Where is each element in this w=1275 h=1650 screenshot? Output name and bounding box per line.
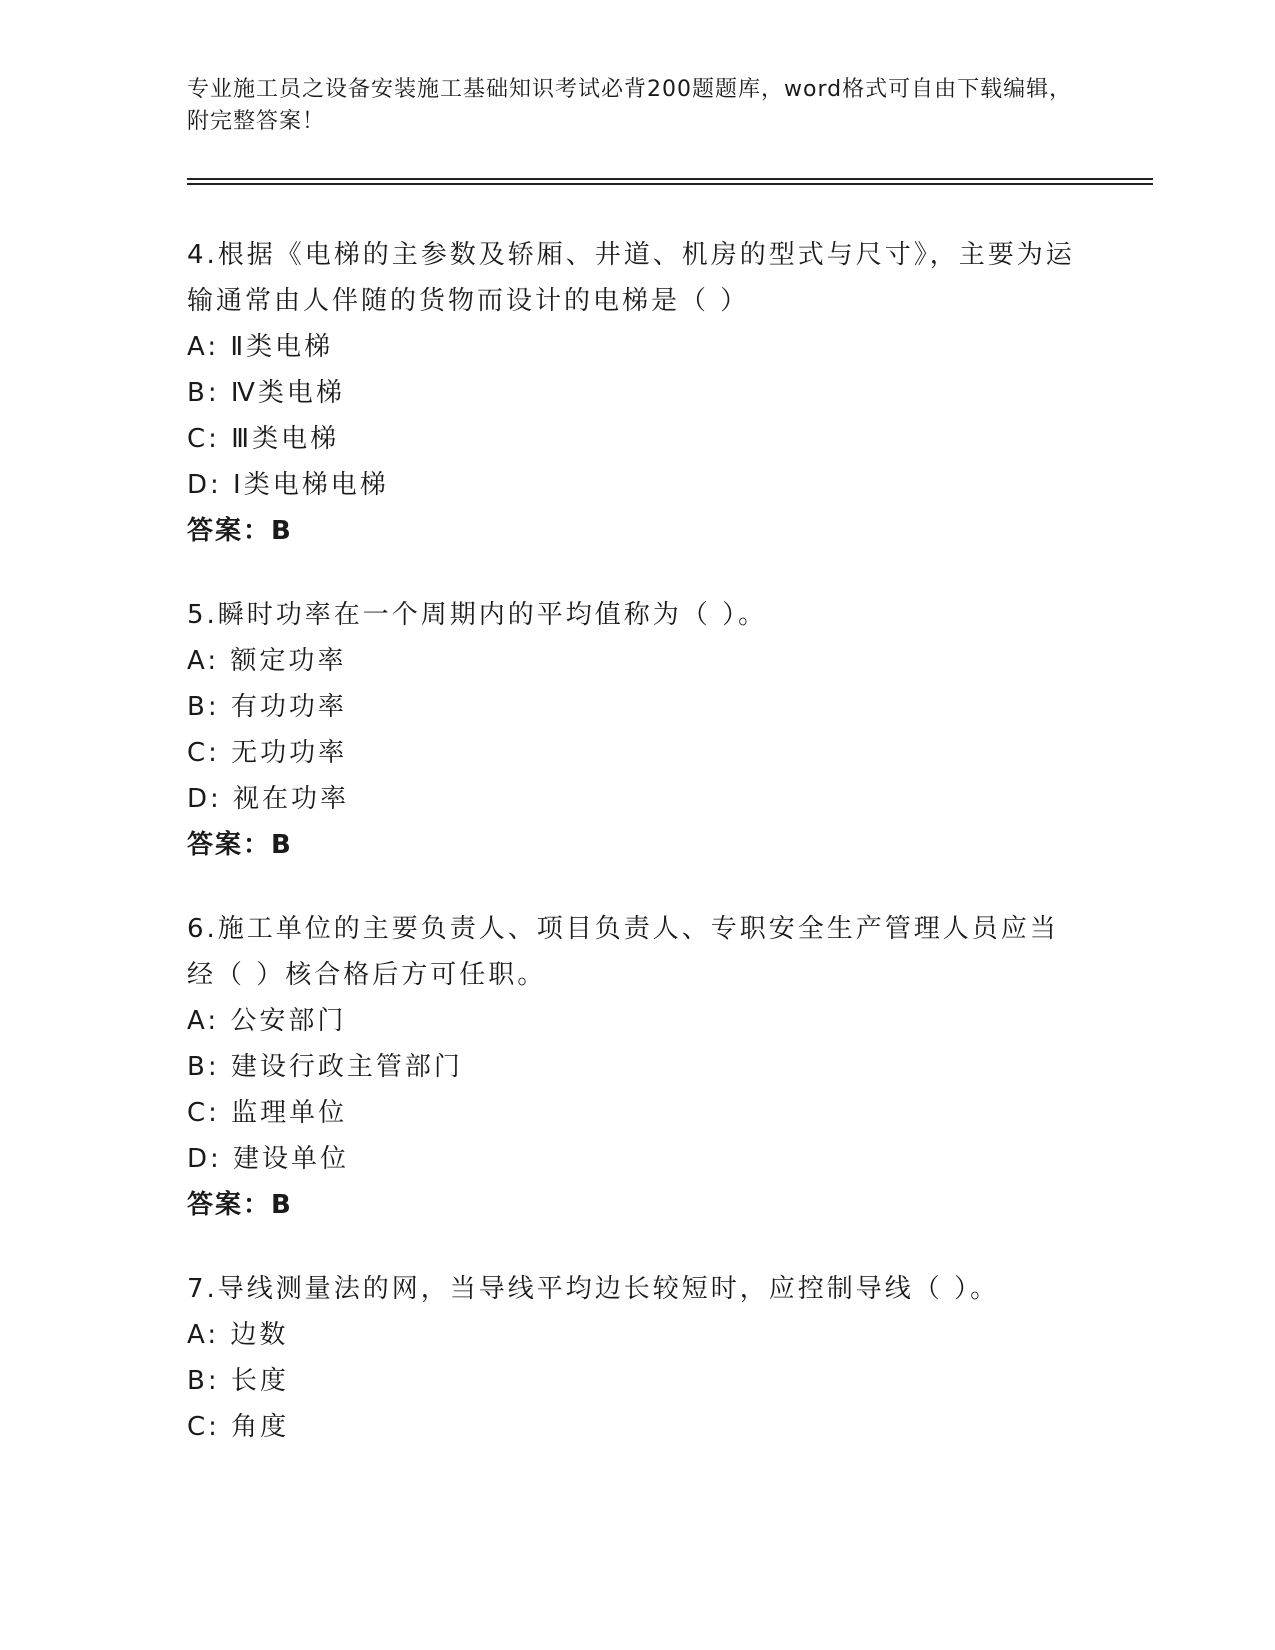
option-b: B: 建设行政主管部门 [187, 1052, 463, 1082]
option-b: B: 长度 [187, 1366, 289, 1396]
header-title: 专业施工员之设备安装施工基础知识考试必背200题题库，word格式可自由下载编辑，附完整答案！ [187, 77, 1073, 134]
question-7 [187, 1266, 1087, 1450]
header-divider-bottom [187, 183, 1153, 185]
header-divider-top [187, 178, 1153, 180]
option-a: A: 边数 [187, 1320, 289, 1350]
question-6 [187, 906, 1087, 1228]
option-d: D: Ⅰ类电梯电梯 [187, 470, 389, 500]
option-a: A: 公安部门 [187, 1006, 347, 1036]
question-list [187, 232, 1087, 1488]
question-text: 7.导线测量法的网，当导线平均边长较短时，应控制导线（ ）。 [187, 1274, 1000, 1304]
question-4 [187, 232, 1087, 554]
answer-label: 答案：B [187, 830, 293, 860]
answer-label: 答案：B [187, 1190, 293, 1220]
question-text: 4.根据《电梯的主参数及轿厢、井道、机房的型式与尺寸》，主要为运输通常由人伴随的货物而设计的电梯是（ ） [187, 240, 1075, 316]
option-c: C: 无功功率 [187, 738, 348, 768]
answer-label: 答案：B [187, 516, 293, 546]
option-c: C: 监理单位 [187, 1098, 348, 1128]
option-d: D: 建设单位 [187, 1144, 350, 1174]
option-b: B: Ⅳ类电梯 [187, 378, 345, 408]
option-a: A: 额定功率 [187, 646, 347, 676]
question-text: 6.施工单位的主要负责人、项目负责人、专职安全生产管理人员应当经（ ）核合格后方可任职。 [187, 914, 1059, 990]
option-b: B: 有功功率 [187, 692, 347, 722]
option-c: C: 角度 [187, 1412, 290, 1442]
question-text: 5.瞬时功率在一个周期内的平均值称为（ ）。 [187, 600, 768, 630]
option-d: D: 视在功率 [187, 784, 350, 814]
document-header [187, 74, 1087, 138]
option-c: C: Ⅲ类电梯 [187, 424, 340, 454]
option-a: A: Ⅱ类电梯 [187, 332, 334, 362]
question-5 [187, 592, 1087, 868]
